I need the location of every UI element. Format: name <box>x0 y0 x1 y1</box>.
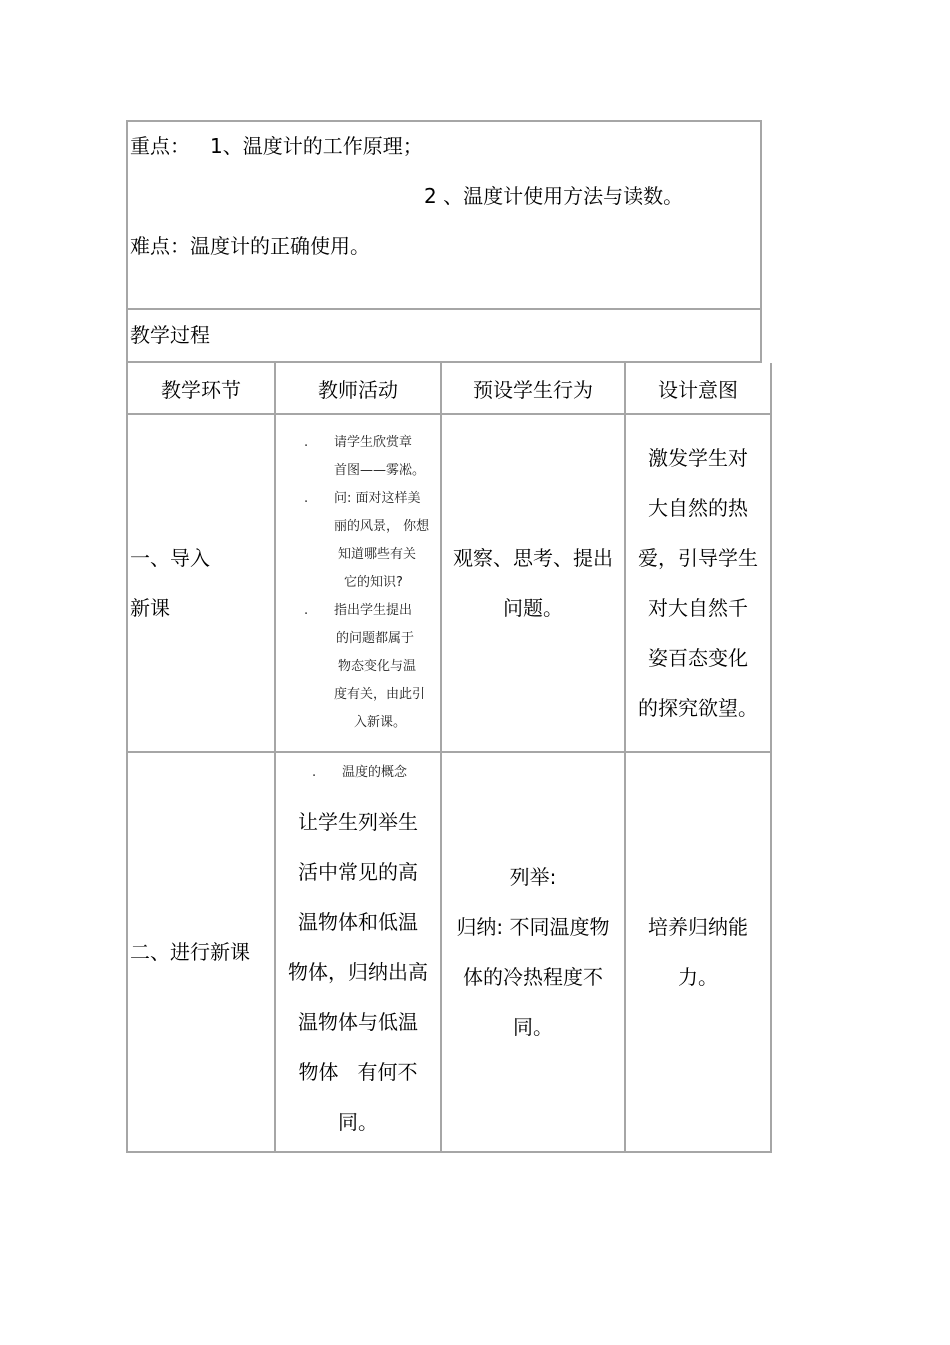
item-line: 丽的风景， 你想 <box>334 519 430 534</box>
lesson-plan-document <box>126 120 762 1153</box>
list-item <box>304 485 440 597</box>
item-line: 入新课。 <box>354 715 407 730</box>
intent-line: 大自然的热 <box>648 496 748 520</box>
process-title-row <box>126 310 762 363</box>
teacher-activity-cell <box>275 752 441 1152</box>
student-behavior-text <box>442 852 624 1052</box>
key-point-2: 2 、温度计使用方法与读数。 <box>424 184 684 208</box>
focus-section <box>126 120 762 310</box>
stage-line: 新课 <box>130 596 170 620</box>
bullet: . <box>312 765 317 780</box>
key-point-line-1 <box>130 134 423 158</box>
student-behavior-cell <box>441 752 625 1152</box>
item-line: 问: 面对这样美 <box>334 491 421 506</box>
student-line: 同。 <box>513 1015 553 1039</box>
intent-line: 培养归纳能 <box>648 915 748 939</box>
design-intent-text <box>626 433 770 733</box>
item-line: 物态变化与温 <box>338 659 417 674</box>
stage-text <box>128 533 274 633</box>
stage-line: 一、导入 <box>130 546 210 570</box>
item-line: 请学生欣赏章 <box>334 435 413 450</box>
teacher-activity-text <box>276 797 440 1147</box>
teacher-line: 温物体和低温 <box>298 910 418 934</box>
concept-heading <box>276 753 440 787</box>
teacher-line: 物体，归纳出高 <box>288 960 428 984</box>
bullet: . <box>304 435 309 450</box>
stage-cell <box>127 414 275 752</box>
stage-cell <box>127 752 275 1152</box>
table-header-row <box>127 363 771 414</box>
item-line: 的问题都属于 <box>336 631 415 646</box>
item-line: 度有关，由此引 <box>334 687 426 702</box>
item-line: 它的知识? <box>344 575 403 590</box>
student-behavior-cell <box>441 414 625 752</box>
teacher-line: 活中常见的高 <box>298 860 418 884</box>
item-line: 首图——雾凇。 <box>334 463 426 478</box>
difficulty-text: 温度计的正确使用。 <box>190 234 370 258</box>
list-item <box>304 429 440 485</box>
header-stage: 教学环节 <box>127 363 275 414</box>
intent-line: 激发学生对 <box>648 446 748 470</box>
difficulty-line <box>130 234 370 258</box>
teacher-line: 物体 有何不 <box>298 1060 418 1084</box>
key-label: 重点： <box>130 134 190 158</box>
design-intent-cell <box>625 752 771 1152</box>
concept-heading-text: 温度的概念 <box>342 765 408 780</box>
teaching-process-table <box>126 363 772 1153</box>
item-line: 指出学生提出 <box>334 603 413 618</box>
student-line: 体的冷热程度不 <box>463 965 603 989</box>
header-student-behavior: 预设学生行为 <box>441 363 625 414</box>
student-line: 问题。 <box>503 596 563 620</box>
teacher-line: 温物体与低温 <box>298 1010 418 1034</box>
student-line: 观察、思考、提出 <box>453 546 613 570</box>
item-line: 知道哪些有关 <box>338 547 417 562</box>
key-point-1: 1、温度计的工作原理； <box>210 134 423 158</box>
intent-line: 爱，引导学生 <box>638 546 758 570</box>
bullet: . <box>304 603 309 618</box>
process-title: 教学过程 <box>130 323 210 347</box>
intent-line: 力。 <box>678 965 718 989</box>
teacher-line: 让学生列举生 <box>298 810 418 834</box>
student-line: 归纳: 不同温度物 <box>456 915 610 939</box>
bullet: . <box>304 491 309 506</box>
difficulty-label: 难点： <box>130 234 190 258</box>
design-intent-cell <box>625 414 771 752</box>
intent-line: 对大自然千 <box>648 596 748 620</box>
intent-line: 姿百态变化 <box>648 646 748 670</box>
table-row <box>127 752 771 1152</box>
student-behavior-text <box>442 533 624 633</box>
stage-text: 二、进行新课 <box>130 940 250 964</box>
header-teacher-activity: 教师活动 <box>275 363 441 414</box>
teacher-activity-list <box>276 429 440 737</box>
intent-line: 的探究欲望。 <box>638 696 758 720</box>
header-design-intent: 设计意图 <box>625 363 771 414</box>
student-line: 列举: <box>509 865 557 889</box>
table-row <box>127 414 771 752</box>
list-item <box>304 597 440 737</box>
design-intent-text <box>626 902 770 1002</box>
teacher-activity-cell <box>275 414 441 752</box>
teacher-line: 同。 <box>338 1110 378 1134</box>
